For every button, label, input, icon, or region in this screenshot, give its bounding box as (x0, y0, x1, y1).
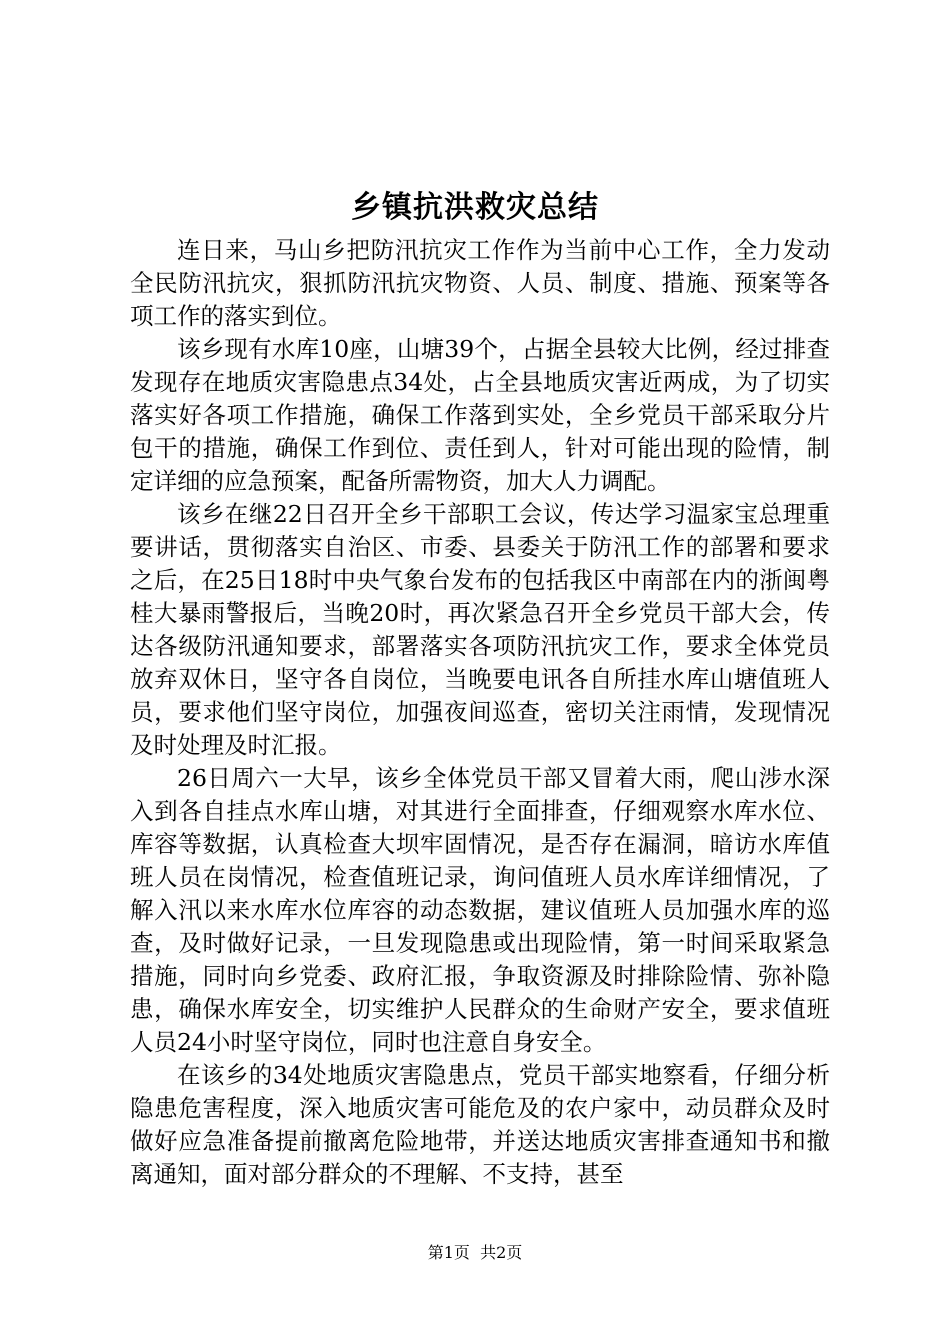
footer-separator (470, 1243, 480, 1262)
page-number-total: 共2页 (480, 1243, 523, 1262)
page-number-current: 第1页 (427, 1243, 470, 1262)
paragraph-2: 该乡现有水库10座，山塘39个，占据全县较大比例，经过排查发现存在地质灾害隐患点34处，占全县地质灾害近两成，为了切实落实好各项工作措施，确保工作落到实处，全乡党员干部采取分片包干的措施，确保工作到位、责任到人，针对可能出现的险情，制定详细的应急预案，配备所需物资，加大人力调配。 (130, 335, 830, 495)
paragraph-4: 26日周六一大早，该乡全体党员干部又冒着大雨，爬山涉水深入到各自挂点水库山塘，对其进行全面排查，仔细观察水库水位、库容等数据，认真检查大坝牢固情况，是否存在漏洞，暗访水库值班人员在岗情况，检查值班记录，询问值班人员水库详细情况，了解入汛以来水库水位库容的动态数据，建议值班人员加强水库的巡查，及时做好记录，一旦发现隐患或出现险情，第一时间采取紧急措施，同时向乡党委、政府汇报，争取资源及时排除险情、弥补隐患，确保水库安全，切实维护人民群众的生命财产安全，要求值班人员24小时坚守岗位，同时也注意自身安全。 (130, 764, 830, 1056)
paragraph-1: 连日来，马山乡把防汛抗灾工作作为当前中心工作，全力发动全民防汛抗灾，狠抓防汛抗灾物资、人员、制度、措施、预案等各项工作的落实到位。 (130, 236, 830, 330)
page-footer (0, 1242, 950, 1264)
document-title: 乡镇抗洪救灾总结 (351, 190, 599, 225)
document-body (130, 234, 830, 1191)
paragraph-3: 该乡在继22日召开全乡干部职工会议，传达学习温家宝总理重要讲话，贯彻落实自治区、市委、县委关于防汛工作的部署和要求之后，在25日18时中央气象台发布的包括我区中南部在内的浙闽粤桂大暴雨警报后，当晚20时，再次紧急召开全乡党员干部大会，传达各级防汛通知要求，部署落实各项防汛抗灾工作，要求全体党员放弃双休日，坚守各自岗位，当晚要电讯各自所挂水库山塘值班人员，要求他们坚守岗位，加强夜间巡查，密切关注雨情，发现情况及时处理及时汇报。 (130, 500, 830, 759)
paragraph-5: 在该乡的34处地质灾害隐患点，党员干部实地察看，仔细分析隐患危害程度，深入地质灾害可能危及的农户家中，动员群众及时做好应急准备提前撤离危险地带，并送达地质灾害排查通知书和撤离通知，面对部分群众的不理解、不支持，甚至 (130, 1061, 830, 1188)
